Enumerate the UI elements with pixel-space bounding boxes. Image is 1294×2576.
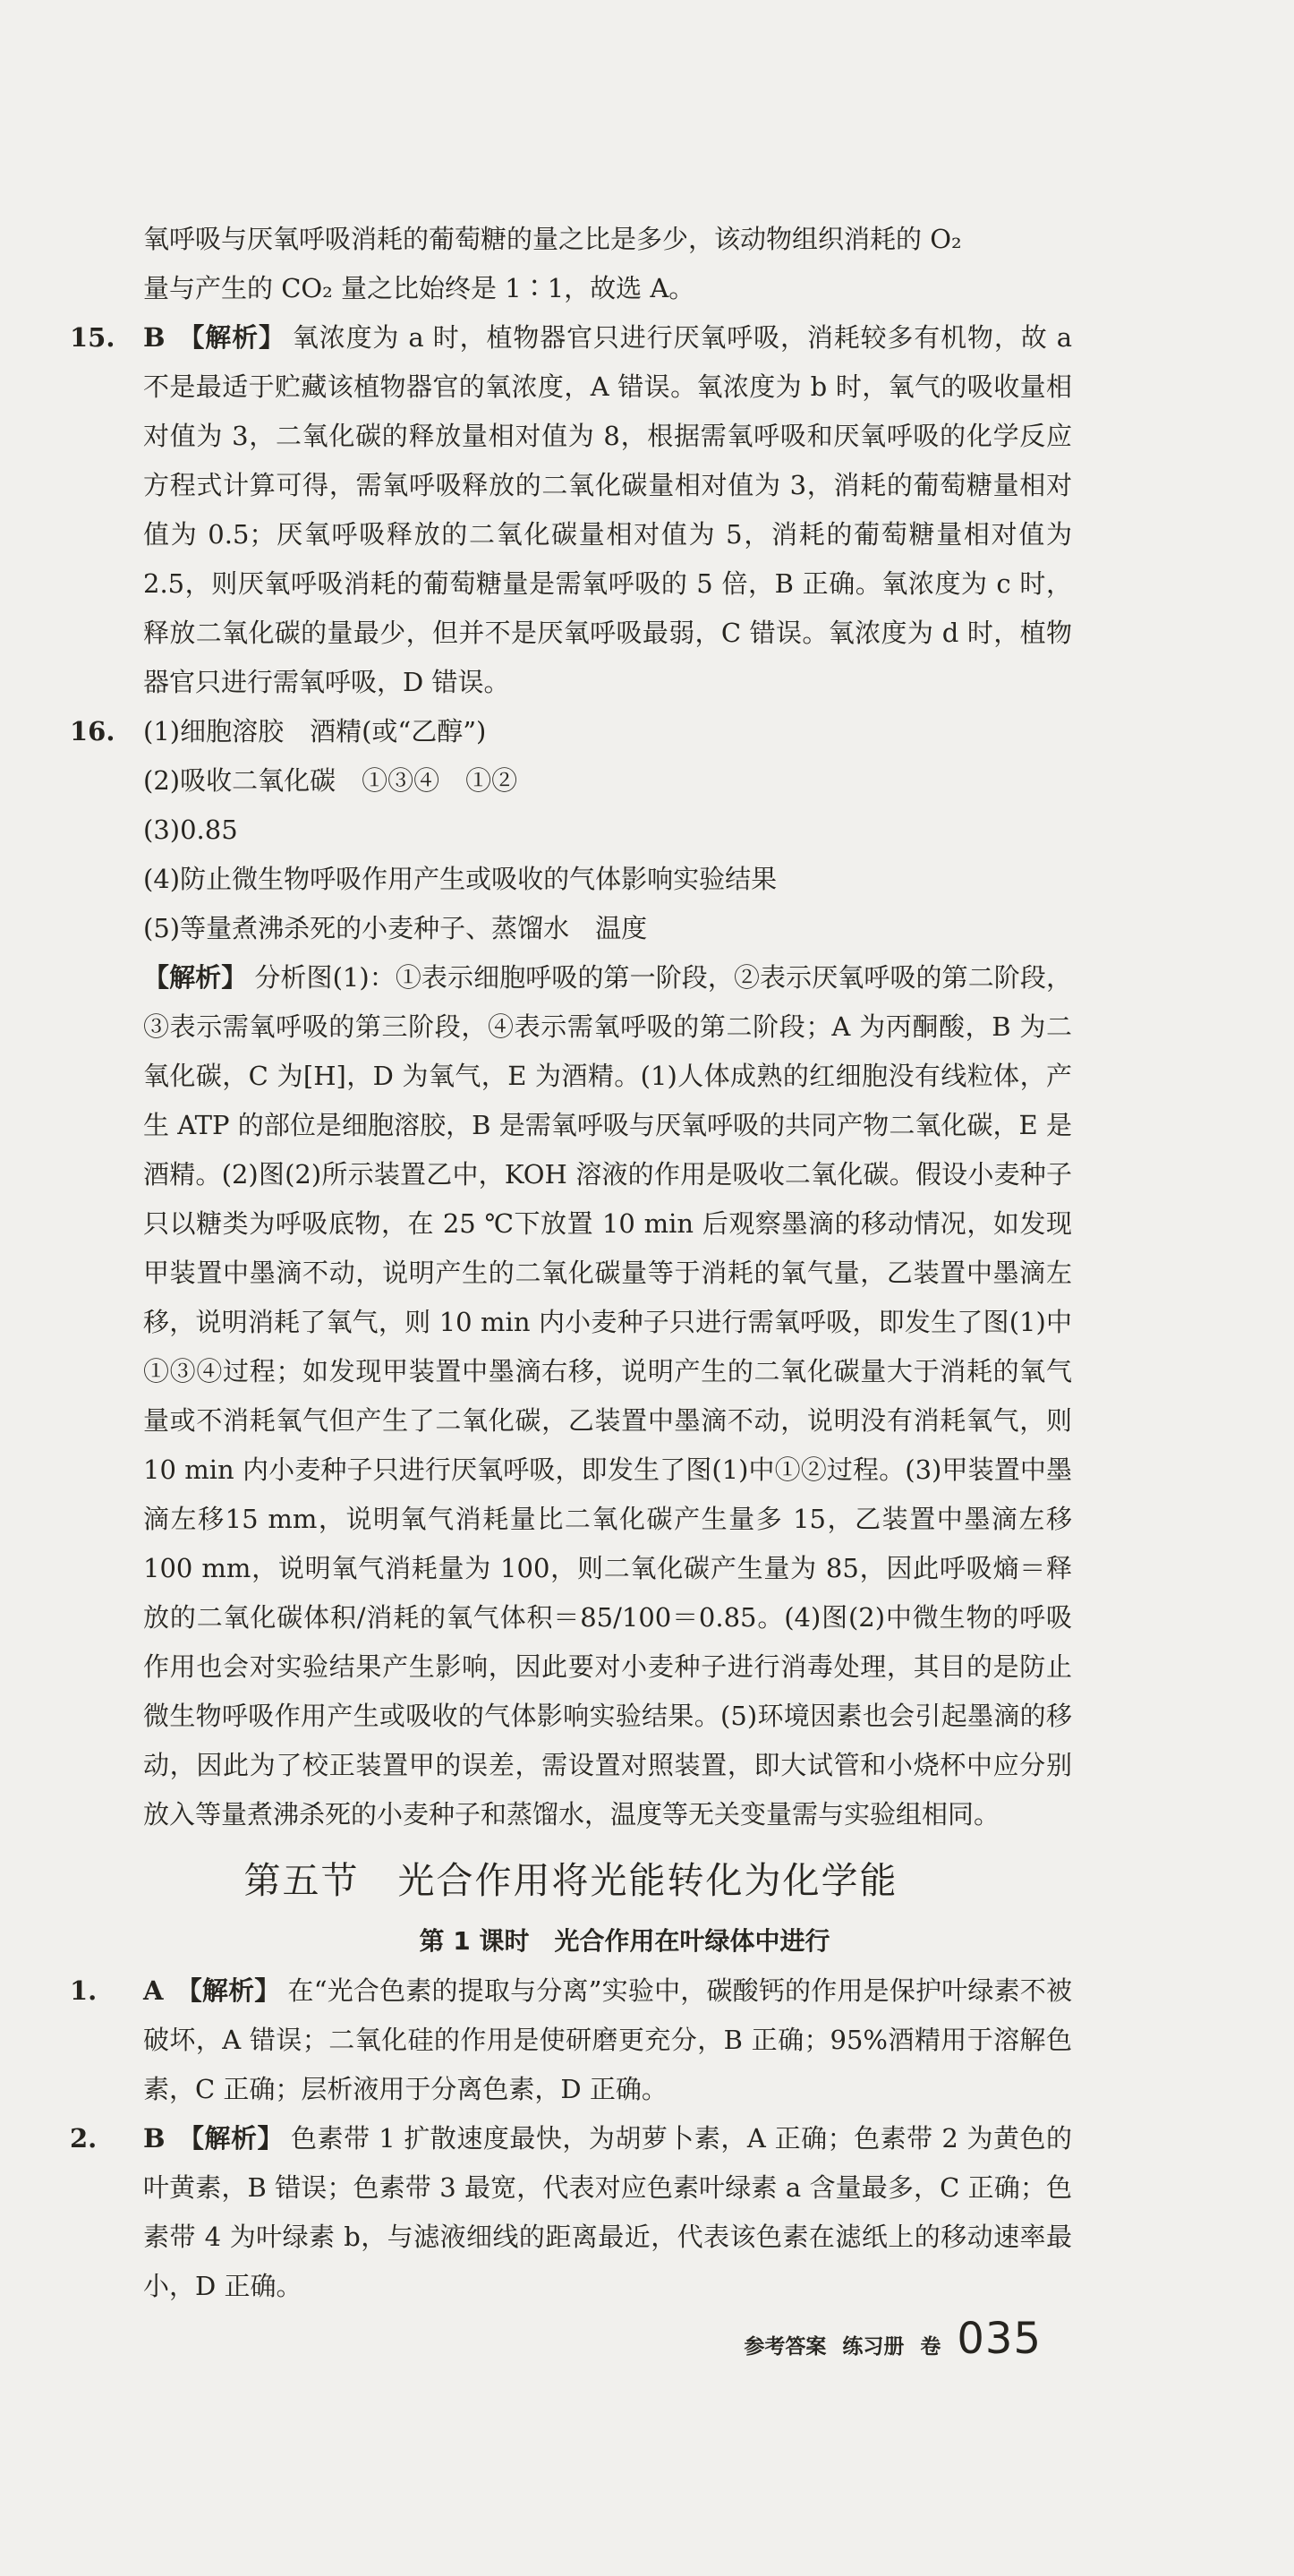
footer-label-answers: 参考答案 [744,2335,827,2358]
answer-letter: B [143,322,166,353]
question-body [143,313,1072,707]
analysis-text: 色素带 1 扩散速度最快，为胡萝卜素，A 正确；色素带 2 为黄色的叶黄素，B 错误；色素带 3 最宽，代表对应色素叶绿素 a 含量最多，C 正确；色素带 4 为叶绿素 b，与滤液细线的距离最近，代表该色素在滤纸上的移动速率最小，D 正确。 [143,2123,1072,2301]
page-number: 035 [957,2314,1042,2364]
answer-part-4: (4)防止微生物呼吸作用产生或吸收的气体影响实验结果 [143,864,778,894]
question-number: 2. [70,2123,98,2154]
analysis-tag: 【解析】 [175,1975,281,2006]
analysis-tag: 【解析】 [177,2123,285,2154]
question-15 [70,313,1072,707]
analysis-text: 在“光合色素的提取与分离”实验中，碳酸钙的作用是保护叶绿素不被破坏，A 错误；二氧化硅的作用是使研磨更充分，B 正确；95%酒精用于溶解色素，C 正确；层析液用于分离色素，D 正确。 [143,1975,1072,2104]
analysis-paragraph [143,953,1072,1839]
question-number: 1. [70,1975,98,2006]
answer-part-1: (1)细胞溶胶 酒精(或“乙醇”) [143,716,487,746]
answer-part-5: (5)等量煮沸杀死的小麦种子、蒸馏水 温度 [143,913,648,943]
question-body [143,1966,1072,2114]
question-body [143,707,1072,1839]
analysis-tag: 【解析】 [143,962,248,993]
analysis-text: 分析图(1)：①表示细胞呼吸的第一阶段，②表示厌氧呼吸的第二阶段，③表示需氧呼吸的第三阶段，④表示需氧呼吸的第二阶段；A 为丙酮酸，B 为二氧化碳，C 为[H]，D 为氧气，E 为酒精。(1)人体成熟的红细胞没有线粒体，产生 ATP 的部位是细胞溶胶，B 是需氧呼吸与厌氧呼吸的共同产物二氧化碳，E 是酒精。(2)图(2)所示装置乙中，KOH 溶液的作用是吸收二氧化碳。假设小麦种子只以糖类为呼吸底物，在 25 ℃下放置 10 min 后观察墨滴的移动情况，如发现甲装置中墨滴不动，说明产生的二氧化碳量等于消耗的氧气量，乙装置中墨滴左移，说明消耗了氧气，则 10 min 内小麦种子只进行需氧呼吸，即发生了图(1)中①③④过程；如发现甲装置中墨滴右移，说明产生的二氧化碳量大于消耗的氧气量或不消耗氧气但产生了二氧化碳，乙装置中墨滴不动，说明没有消耗氧气，则 10 min 内小麦种子只进行厌氧呼吸，即发生了图(1)中①②过程。(3)甲装置中墨滴左移15 mm，说明氧气消耗量比二氧化碳产生量多 15，乙装置中墨滴左移 100 mm，说明氧气消耗量为 100，则二氧化碳产生量为 85，因此呼吸熵＝释放的二氧化碳体积/消耗的氧气体积＝85/100＝0.85。(4)图(2)中微生物的呼吸作用也会对实验结果产生影响，因此要对小麦种子进行消毒处理，其目的是防止微生物呼吸作用产生或吸收的气体影响实验结果。(5)环境因素也会引起墨滴的移动，因此为了校正装置甲的误差，需设置对照装置，即大试管和小烧杯中应分别放入等量煮沸杀死的小麦种子和蒸馏水，温度等无关变量需与实验组相同。 [143,962,1072,1830]
q14-line-1: 氧呼吸与厌氧呼吸消耗的葡萄糖的量之比是多少，该动物组织消耗的 O₂ [143,224,962,254]
answer-content [70,215,1072,2311]
section-title: 第五节 光合作用将光能转化为化学能 [243,1859,898,1902]
answer-letter: B [143,2123,166,2154]
lesson-title: 第 1 课时 光合作用在叶绿体中进行 [419,1926,830,1956]
answer-part-2: (2)吸收二氧化碳 ①③④ ①② [143,765,518,796]
analysis-text: 氧浓度为 a 时，植物器官只进行厌氧呼吸，消耗较多有机物，故 a 不是最适于贮藏该植物器官的氧浓度，A 错误。氧浓度为 b 时，氧气的吸收量相对值为 3，二氧化碳的释放量相对值为 8，根据需氧呼吸和厌氧呼吸的化学反应方程式计算可得，需氧呼吸释放的二氧化碳量相对值为 3，消耗的葡萄糖量相对值为 0.5；厌氧呼吸释放的二氧化碳量相对值为 5，消耗的葡萄糖量相对值为 2.5，则厌氧呼吸消耗的葡萄糖量是需氧呼吸的 5 倍，B 正确。氧浓度为 c 时，释放二氧化碳的量最少，但并不是厌氧呼吸最弱，C 错误。氧浓度为 d 时，植物器官只进行需氧呼吸，D 错误。 [143,322,1072,697]
question-number: 15. [70,322,115,353]
footer-label-workbook: 练习册 [842,2335,905,2358]
question-2 [70,2114,1072,2311]
footer-label-volume: 卷 [920,2335,941,2358]
question-1 [70,1966,1072,2114]
question-number: 16. [70,716,115,746]
analysis-tag: 【解析】 [177,322,285,353]
q14-line-2: 量与产生的 CO₂ 量之比始终是 1∶1，故选 A。 [143,273,695,303]
answer-part-3: (3)0.85 [143,815,238,845]
page-footer [744,2314,1042,2364]
question-16 [70,707,1072,1839]
q14-continuation [70,215,1072,313]
answer-letter: A [143,1975,164,2006]
question-body [143,2114,1072,2311]
